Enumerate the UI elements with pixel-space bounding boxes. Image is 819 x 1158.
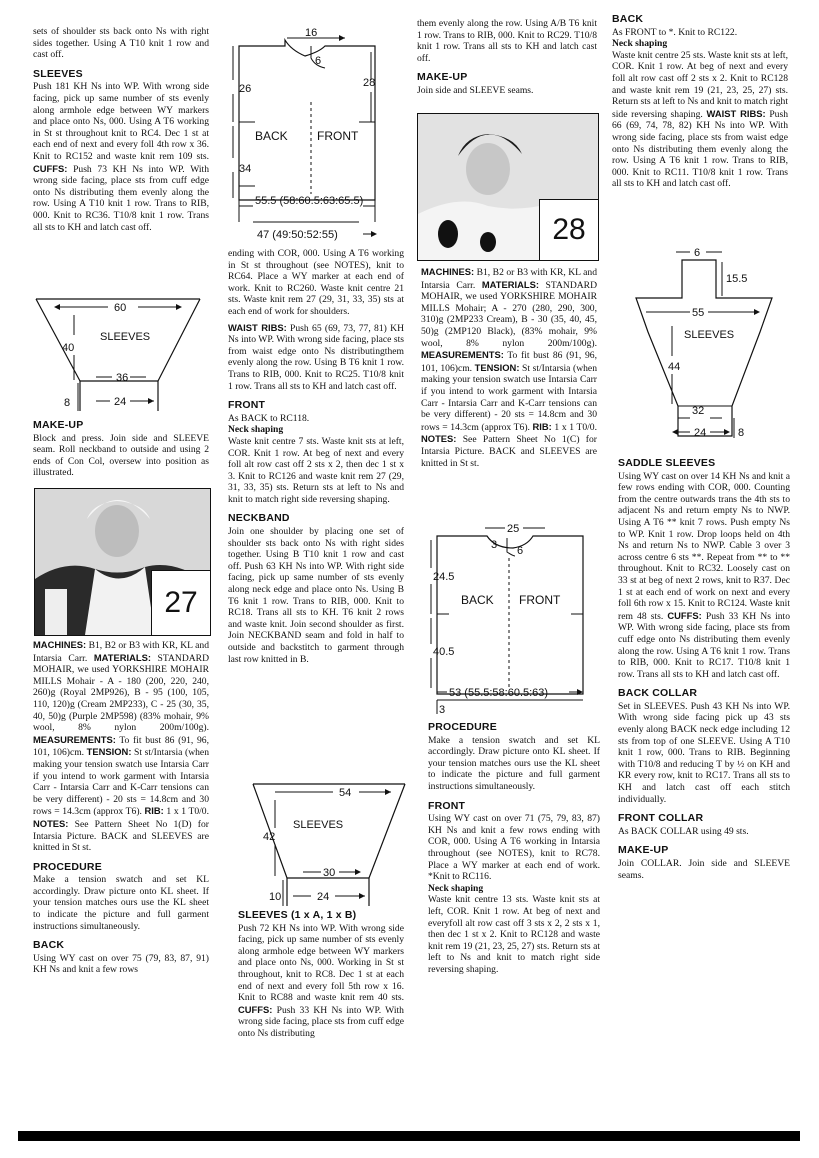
photo-27	[34, 488, 211, 636]
measurements-label-1: MEASUREMENTS:	[33, 733, 116, 745]
photo-28	[417, 113, 599, 261]
materials-label-3: MATERIALS:	[481, 278, 539, 290]
d5-rib: 8	[738, 427, 745, 439]
makeup-heading-3: MAKE-UP	[417, 71, 468, 84]
d5-cuff: 24	[694, 427, 707, 439]
measurements-text-3: To fit bust 86 (91, 96, 101, 106)cm.	[421, 350, 597, 374]
neck-text-4: Waste knit centre 25 sts. Waste knit sts at left, COR. Knit 1 row. At beg of next and every foll alt row cast off 2 sts x 2. Knit to RC128 and waste knit rem 19 (21, 23, 25, 27) sts. Return sts at left to Ns and knit to match right side reversing shaping.	[612, 49, 788, 120]
measurements-label-3: MEASUREMENTS:	[421, 349, 504, 361]
column-4-lower	[618, 458, 790, 885]
front-collar-text: As BACK COLLAR using 49 sts.	[618, 825, 749, 837]
sleeves-body: Push 181 KH Ns into WP. With wrong side facing, pick up same number of sts evenly along armhole edge between WY markers and place onto Ns, 000. Using A T6 working in St st throughout knit to RC4. Dec 1 st at each end of next and every foll 4th row x 36. Knit to RC152 and waste knit rem 109 sts.	[33, 81, 209, 162]
machines-text-1: B1, B2 or B3 with KR, KL and Intarsia Carr.	[33, 640, 209, 664]
column-2-lower	[238, 910, 404, 1044]
sleeve2-rib: 10	[269, 891, 282, 903]
neck-text-3: Waste knit centre 13 sts. Waste knit sts at left, COR. Knit 1 row. At beg of next and everyfoll alt row cast off 3 sts x 2, 2 sts x 1, then dec 1 st x 2. Knit to RC128 and waste knit rem 19 (21, 23, 25, 27) sts. Return sts at left to Ns and knit to match right side reversing shaping.	[428, 894, 600, 975]
d1-right: 28	[363, 77, 376, 89]
page-bottom-bar	[18, 1131, 800, 1141]
procedure-heading-3: PROCEDURE	[428, 721, 497, 733]
saddle-heading: SADDLE SLEEVES	[618, 457, 716, 469]
d1-width: 47 (49:50:52:55)	[257, 229, 338, 241]
d1-back: BACK	[255, 129, 288, 143]
sleeves-text	[33, 81, 209, 233]
d1-front: FRONT	[317, 129, 359, 143]
cuffs-label-2: CUFFS:	[238, 1003, 273, 1015]
makeup-text-4: Join COLLAR. Join side and SLEEVE seams.	[618, 858, 790, 881]
materials-text-3: STANDARD MOHAIR, we used YORKSHIRE MOHAIR MILLS Mohair; A - 270 (280, 290, 300, 310)g (2MP233 Cream), B - 30 (35, 40, 45, 50)g (2MP120 Black), (83% mohair, 9% wool, 8% nylon 200m/100g).	[421, 279, 597, 349]
cuffs-body: Push 73 KH Ns into WP. With wrong side facing, place sts from cuff edge onto Ns distributing them evenly along the row. Using A T10 knit 1 row. Trans to RIB, 000. Knit to RC36. T10/8 knit 1 row. Trans all sts to KH and latch cast off.	[33, 163, 209, 233]
tension-text-3: St st/Intarsia (when making your tension swatch use Intarsia Carr if you intend to work garment with Intarsia Carr - Intarsia Carr and K-Carr tensions can be very different) - 20 sts = 14.8cm and 30 rows = 14.3cm (approx T6).	[421, 362, 597, 433]
back-collar-text: Set in SLEEVES. Push 43 KH Ns into WP. With wrong side facing pick up 43 sts evenly along BACK neck edge including 12 sts from top of one SLEEVE. Using A T10 knit 1 row, 000. Trans to RIB. Beginning with T10/8 and reducing T by ½ on KH and KR every row, knit to RC17. Trans all sts to KH and latch cast off each stitch individually.	[618, 700, 790, 805]
col2-p1: ending with COR, 000. Using A T6 working in St st throughout (see NOTES), knit to RC64. Place a WY marker at each end of work. Knit to RC260. Waste knit centre 21 sts. Waste knit rem 27 (29, 31, 33, 35) sts at each end of work for shoulders.	[228, 248, 404, 317]
d4-front: FRONT	[519, 593, 561, 607]
d1-lower: 34	[239, 163, 252, 175]
saddle-text: Using WY cast on over 14 KH Ns and knit a few rows ending with COR, 000. Counting from the centre outwards trans the 4th sts to adjacent Ns and return empty Ns to NWP. Using A T6 ** knit 7 rows. Push empty Ns to WP. Knit 1 row. Drop loops held on 4th Ns and return Ns to NWP. Cable 3 over 3 across centre 6 sts **. Repeat from ** to ** throughout. Knit to RC32. Loosely cast on 33 st at beg of next 2 rows, knit to R37. Dec 1 st at each end of work on next and every foll 6th row x 15. Knit to RC124. Waste knit rem 48 sts.	[618, 470, 790, 622]
d1-top: 16	[305, 27, 318, 39]
machines-text-3: B1, B2 or B3 with KR, KL and Intarsia Carr.	[421, 267, 597, 291]
neckband-heading: NECKBAND	[228, 512, 290, 525]
tension-label-1: TENSION:	[86, 746, 132, 758]
d5-saddle: 15.5	[726, 273, 748, 285]
back-text-1: Using WY cast on over 75 (79, 83, 87, 91) KH Ns and knit a few rows	[33, 952, 209, 976]
cuffs-label-4: CUFFS:	[667, 609, 702, 621]
cuffs-text-4: Push 33 KH Ns into WP. With wrong side facing, place sts from cuff edge onto Ns distributing them evenly along the row. Using A T6 knit 1 row. Trans to RIB, 000. Knit to RC17. T10/8 knit 1 row. Trans all sts to KH and latch cast off.	[618, 610, 790, 680]
back-collar-heading: BACK COLLAR	[618, 687, 698, 700]
d4-rib: 3	[439, 704, 446, 716]
d4-n2: 6	[517, 545, 524, 557]
back-heading-4: BACK	[612, 13, 644, 25]
notes-text-3: See Pattern Sheet No 1(C) for Intarsia Picture. BACK and SLEEVES are knitted in St st.	[421, 434, 597, 469]
d4-top: 25	[507, 523, 520, 535]
tension-text-1: St st/Intarsia (when making your tension swatch use Intarsia Carr if you intend to work garment with Intarsia Carr - Intarsia Carr and K-Carr tensions can be very different) - 20 sts = 14.8cm and 30 rows = 14.3cm (approx T6).	[33, 747, 209, 818]
materials-label-1: MATERIALS:	[93, 651, 151, 663]
notes-label-3: NOTES:	[421, 433, 457, 445]
d4-back: BACK	[461, 593, 494, 607]
d1-chest: 55.5 (58:60.5:63:65.5)	[255, 195, 364, 207]
photo-27-number: 27	[151, 570, 210, 635]
column-3-mid	[421, 266, 597, 473]
sleeve2-label: SLEEVES	[293, 819, 344, 831]
makeup-text-3: Join side and SLEEVE seams.	[417, 84, 534, 96]
tension-label-3: TENSION:	[474, 361, 520, 373]
notes-label-1: NOTES:	[33, 817, 69, 829]
sleeves-diagram-2	[235, 778, 415, 912]
rib-label-3: RIB:	[532, 420, 552, 432]
d4-h2: 40.5	[433, 646, 455, 658]
makeup-text-1: Block and press. Join side and SLEEVE seam. Roll neckband to outside and using 2 ends of Con Col, oversew into position as illustrated.	[33, 432, 209, 479]
waist-label-2: WAIST RIBS:	[228, 321, 287, 333]
cuffs-label: CUFFS:	[33, 162, 68, 174]
back-text-4: As FRONT to *. Knit to RC122.	[612, 26, 738, 38]
materials-text-1: STANDARD MOHAIR, we used YORKSHIRE MOHAIR MILLS Mohair - A - 180 (200, 220, 240, 260)g (Royal 2MP926), B - 95 (100, 105, 110, 120)g (Cream 2MP233), C - 25 (30, 35, 40, 50)g (Purple 2MP598) (83% mohair, 9% wool, 8% nylon 200m/100g).	[33, 652, 209, 734]
neckband-text: Join one shoulder by placing one set of shoulder sts back onto Ns with right sides together. Using B T10 knit 1 row and cast off. Push 63 KH Ns into WP. With right side facing, pick up same number of sts evenly along neck edge and place onto Ns. Using B T6 knit 1 row. Trans to RIB, 000. Knit to RC18. Trans all sts to KH. T6 knit 2 rows and waste knit. Join second shoulder as first. Join NECKBAND seam and fold in half to outside and backstitch to garment through last row knitted in B.	[228, 526, 404, 665]
d5-height: 44	[668, 361, 681, 373]
sleeves-heading: SLEEVES	[33, 67, 83, 80]
column-1-lower	[33, 639, 209, 980]
back-heading-1: BACK	[33, 939, 65, 952]
rib-text-1: 1 x 1 T0/0.	[166, 806, 209, 818]
back-front-diagram-1	[225, 22, 415, 244]
column-2	[228, 248, 404, 669]
machines-label-1: MACHINES:	[33, 639, 87, 650]
back-front-diagram-2	[423, 518, 603, 722]
d5-width: 55	[692, 307, 705, 319]
machines-label-3: MACHINES:	[421, 266, 475, 277]
sleeve2-top-dim: 54	[339, 787, 352, 799]
sleeve1-top-dim: 60	[114, 302, 127, 314]
procedure-text-3: Make a tension swatch and set KL accordingly. Draw picture onto KL sheet. If your tension matches ours use the KL sheet to indicate the picture and full garment instructions simultaneously.	[428, 734, 600, 792]
col3-p1: them evenly along the row. Using A/B T6 knit 1 row. Trans to RIB, 000. Knit to RC29. T10/8 knit 1 row. Trans all sts to KH and latch cast off.	[417, 18, 597, 64]
sleeves-diagram-1	[30, 285, 210, 417]
d4-n1: 3	[491, 539, 498, 551]
neck-heading-4: Neck shaping	[612, 38, 668, 50]
d5-cuff-width: 32	[692, 405, 705, 417]
measurements-text-1: To fit bust 86 (91, 96, 101, 106)cm.	[33, 734, 209, 759]
rib-text-3: 1 x 1 T0/0.	[554, 421, 597, 433]
sleeve2-cuff-width: 30	[323, 867, 336, 879]
column-3-lower	[428, 722, 600, 979]
d5-top: 6	[694, 247, 701, 259]
front-collar-heading: FRONT COLLAR	[618, 812, 704, 825]
intro-text: sets of shoulder sts back onto Ns with right sides together. Using A T10 knit 1 row and cast off.	[33, 26, 209, 61]
saddle-sleeves-diagram	[612, 242, 792, 446]
rib-label-1: RIB:	[144, 805, 164, 817]
sleeves-text-2: Push 72 KH Ns into WP. With wrong side facing, pick up same number of sts evenly along armhole edge between WY markers and place onto Ns, 000. Working in St st throughout, knit to RC8. Dec 1 st at each end of next and every foll 5th row x 16. Knit to RC88 and waste knit rem 40 sts.	[238, 922, 404, 1004]
column-1-makeup	[33, 420, 209, 483]
front-text-3: Using WY cast on over 71 (75, 79, 83, 87) KH Ns and knit a few rows ending with COR, 000. Using A T6 working in Intarsia throughout (see NOTES), knit to RC78. Place a WY marker at each end of work. *Knit to RC116.	[428, 813, 600, 883]
d5-label: SLEEVES	[684, 329, 735, 341]
column-3	[417, 18, 597, 101]
makeup-heading-4: MAKE-UP	[618, 844, 669, 857]
sleeves-heading-2: SLEEVES (1 x A, 1 x B)	[238, 909, 357, 921]
sleeve1-cuff-width: 36	[116, 372, 129, 384]
procedure-text-1: Make a tension swatch and set KL accordingly. Draw picture onto KL sheet. If your tension matches ours use the KL sheet to indicate the picture and full garment instructions simultaneously.	[33, 874, 209, 932]
waist-text-2: Push 65 (69, 73, 77, 81) KH Ns into WP. With wrong side facing, place sts from waist edge onto Ns distributingthem evenly along the row. Using B T6 knit 1 row. Trans to RIB, 000. Knit to RC25. T10/8 knit 1 row. Trans all sts to KH and latch cast off.	[228, 322, 404, 392]
front-heading-2: FRONT	[228, 399, 266, 412]
sleeve1-cuff: 24	[114, 396, 127, 408]
column-1	[33, 26, 209, 237]
front-text-2: As BACK to RC118.	[228, 412, 310, 424]
sleeve1-label: SLEEVES	[100, 331, 151, 343]
sleeve1-rib: 8	[64, 397, 71, 409]
procedure-heading-1: PROCEDURE	[33, 860, 102, 873]
sleeve1-height: 40	[62, 342, 75, 354]
photo-28-number: 28	[539, 199, 598, 260]
neck-heading-2: Neck shaping	[228, 424, 284, 436]
cuffs-text-2: Push 33 KH Ns into WP. With wrong side facing, place sts from cuff edge onto Ns distributing	[238, 1004, 404, 1039]
waist-label-4: WAIST RIBS:	[706, 107, 766, 119]
d1-neck: 6	[315, 55, 322, 67]
front-heading-3: FRONT	[428, 799, 466, 812]
makeup-heading-1: MAKE-UP	[33, 419, 84, 431]
d4-h1: 24.5	[433, 571, 455, 583]
column-4	[612, 14, 788, 194]
neck-heading-3: Neck shaping	[428, 882, 484, 894]
notes-text-1: See Pattern Sheet No 1(D) for Intarsia Picture. BACK and SLEEVES are knitted in St st.	[33, 818, 209, 854]
waist-text-4: Push 66 (69, 74, 78, 82) KH Ns into WP. With wrong side facing, place sts from waist edge onto Ns distributing them evenly along the row. Using A T6 knit 1 row. Trans to RIB, 000. Knit to RC11. T10/8 knit 1 row. Trans all sts to KH and latch cast off.	[612, 108, 788, 190]
d1-left: 26	[239, 83, 252, 95]
sleeve2-cuff: 24	[317, 891, 330, 903]
d4-width: 53 (55.5:58:60.5:63)	[449, 687, 549, 699]
neck-text-2: Waste knit centre 7 sts. Waste knit sts at left, COR. Knit 1 row. At beg of next and every foll alt row cast off 2 sts x 2, then dec 1 st x 3. Knit to RC126 and waste knit rem 27 (29, 31, 33, 35) sts. Return sts at left to Ns and knit to match right side reversing shaping.	[228, 435, 404, 505]
sleeve2-height: 42	[263, 831, 276, 843]
